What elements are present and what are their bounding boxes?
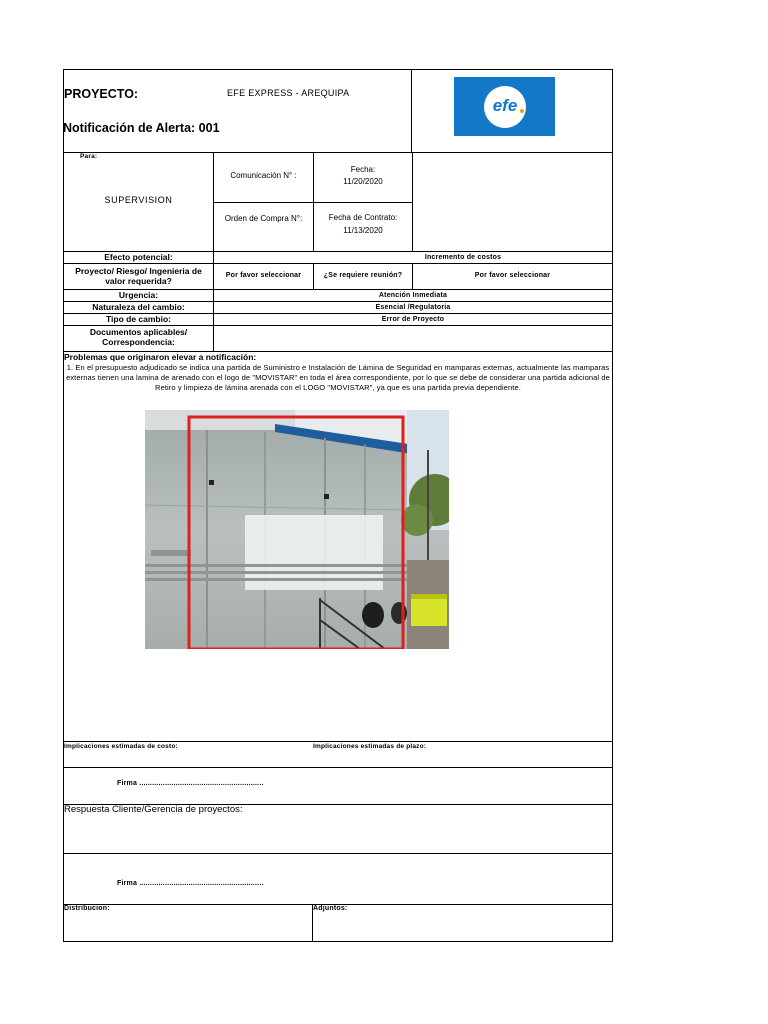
respuesta-label: Respuesta Cliente/Gerencia de proyectos:	[64, 804, 243, 815]
reunion-label: ¿Se requiere reunión?	[323, 272, 403, 279]
storefront-photo	[145, 410, 449, 649]
problems-text: 1. En el presupuesto adjudicado se indica una partida de Suministro e Instalación de Lámina de Seguridad en mamparas externas, actualmente las mamparas externas tienen una lamina de arenado con el logo de "MOVISTAR" en toda el área correspondiente, por lo que se debe de considerar una partida adicional de Retiro y limpieza de lámina arenada con el LOGO "MOVISTAR", ya que es una partida previa dependiente.	[66, 363, 610, 392]
project-label: PROYECTO:	[64, 87, 139, 101]
project-name: EFE EXPRESS - AREQUIPA	[227, 88, 350, 98]
problems-label: Problemas que originaron elevar a notificación:	[64, 352, 257, 362]
distribucion-label: Distribucion:	[64, 905, 110, 912]
fecha-value: 11/20/2020	[343, 177, 383, 186]
tipo-value[interactable]: Error de Proyecto	[381, 316, 445, 323]
fecha-contrato-label: Fecha de Contrato:	[328, 213, 398, 222]
fecha-contrato-value: 11/13/2020	[343, 226, 383, 235]
efe-logo	[454, 77, 555, 136]
para-value: SUPERVISION	[104, 195, 173, 205]
fecha-label: Fecha:	[350, 165, 376, 174]
efecto-label: Efecto potencial:	[104, 252, 173, 262]
adjuntos-label: Adjuntos:	[313, 905, 348, 912]
proyecto-riesgo-label: Proyecto/ Riesgo/ Ingenieria de valor requerida?	[75, 266, 202, 286]
costo-label: Implicaciones estimadas de costo:	[64, 743, 178, 750]
para-label: Para:	[80, 153, 98, 160]
efecto-value: Incremento de costos	[424, 254, 502, 261]
plazo-label: Implicaciones estimadas de plazo:	[313, 743, 427, 750]
documentos-label: Documentos aplicables/ Correspondencia:	[89, 327, 188, 347]
orden-compra-label: Orden de Compra N°:	[224, 214, 303, 223]
firma-line-1: Firma ..........................................................	[117, 780, 264, 787]
proyecto-riesgo-value[interactable]: Por favor seleccionar	[225, 272, 302, 279]
naturaleza-value[interactable]: Esencial /Regulatoria	[375, 304, 451, 311]
firma-line-2: Firma ..........................................................	[117, 880, 264, 887]
comunicacion-label: Comunicación N° :	[230, 171, 297, 180]
naturaleza-label: Naturaleza del cambio:	[92, 302, 185, 312]
urgencia-label: Urgencia:	[118, 290, 159, 300]
alert-title: Notificación de Alerta: 001	[63, 121, 220, 135]
logo-text: efe	[492, 96, 518, 115]
tipo-label: Tipo de cambio:	[105, 314, 172, 324]
reunion-value[interactable]: Por favor seleccionar	[474, 272, 551, 279]
urgencia-value[interactable]: Atención Inmediata	[378, 292, 448, 299]
